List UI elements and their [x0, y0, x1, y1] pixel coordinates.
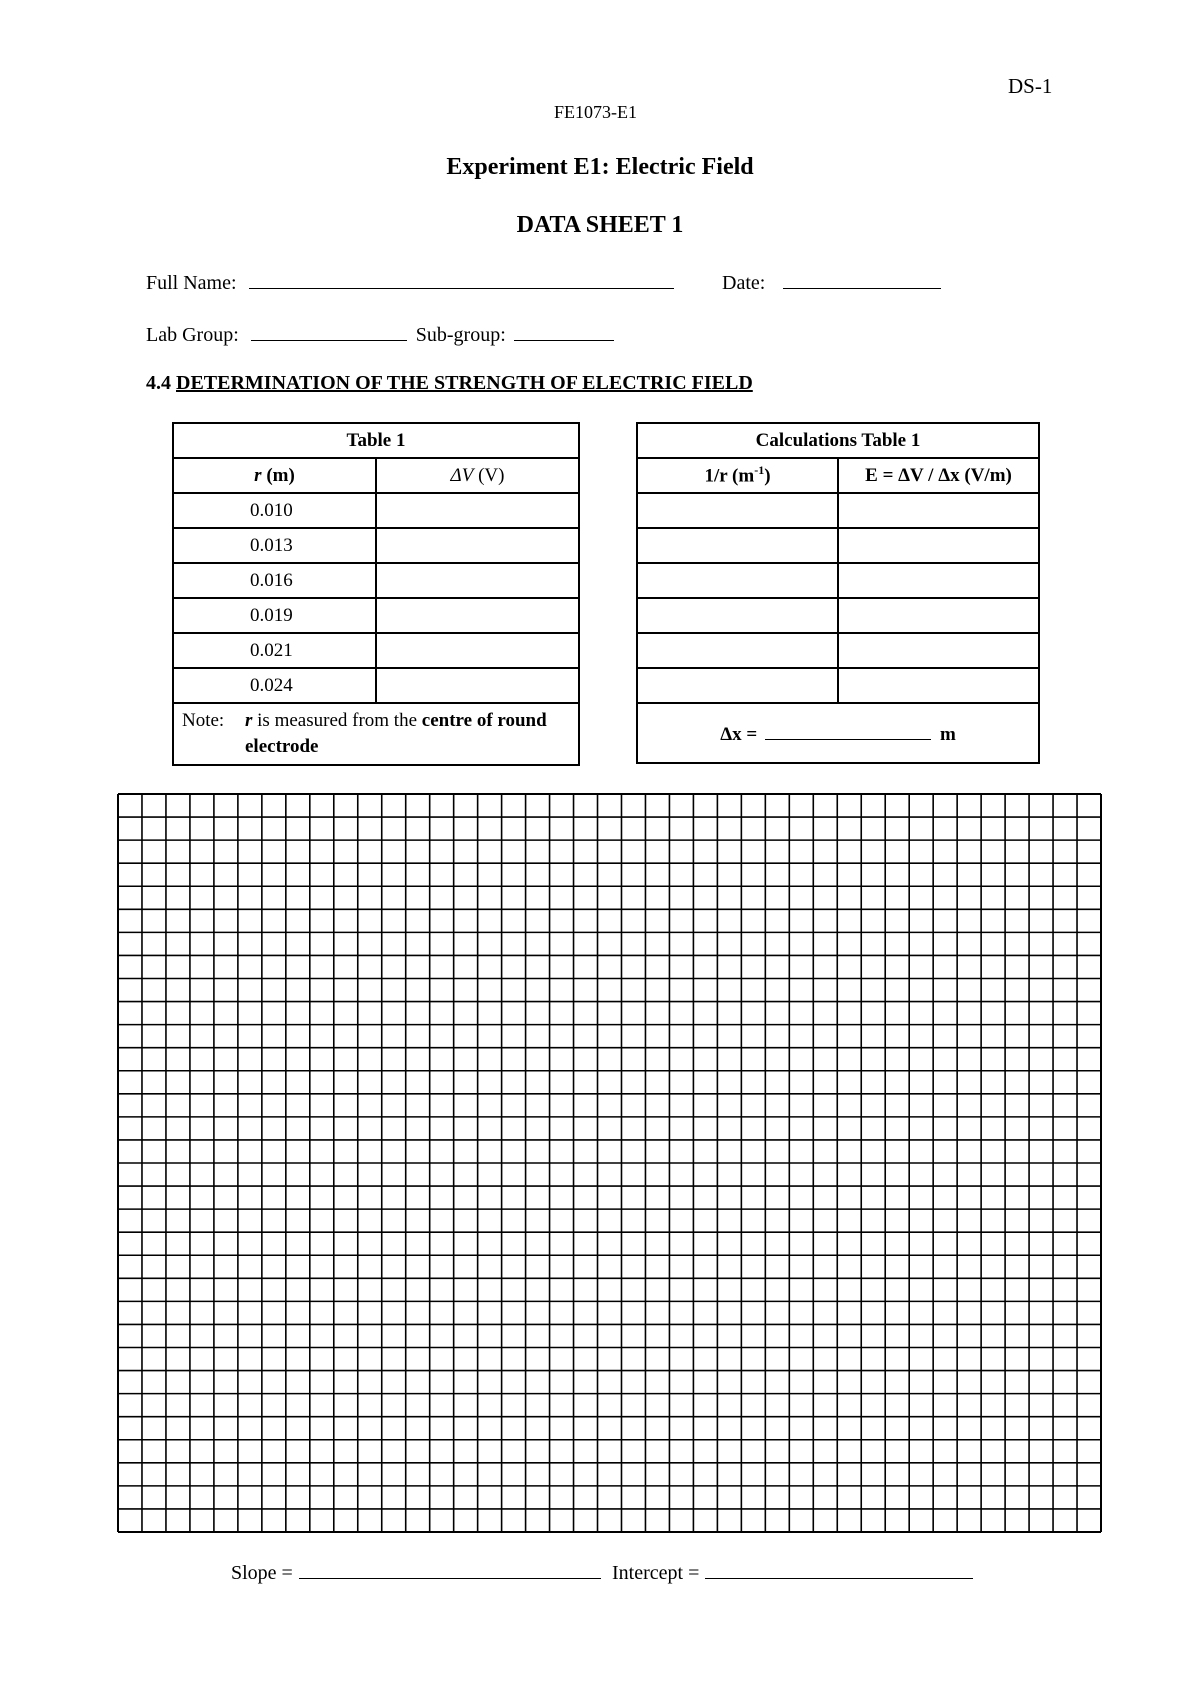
note-label: Note: — [182, 710, 225, 731]
table-row — [173, 598, 579, 633]
lab-group-field[interactable] — [251, 322, 407, 341]
sheet-title: DATA SHEET 1 — [516, 212, 684, 238]
date-row — [722, 270, 941, 295]
delta-v-cell[interactable] — [376, 668, 579, 703]
note-text: is measured from the — [252, 710, 422, 731]
r-value: 0.010 — [173, 493, 376, 528]
calc-header-field: E = ΔV / Δx (V/m) — [838, 458, 1039, 493]
table-row — [173, 493, 579, 528]
r-value: 0.016 — [173, 563, 376, 598]
sub-group-label: Sub-group: — [415, 324, 506, 346]
field-cell[interactable] — [838, 668, 1039, 703]
lab-group-label: Lab Group: — [146, 324, 239, 346]
inverse-r-cell[interactable] — [637, 598, 838, 633]
section-heading — [146, 372, 753, 395]
field-cell[interactable] — [838, 563, 1039, 598]
r-value: 0.021 — [173, 633, 376, 668]
r-value: 0.019 — [173, 598, 376, 633]
calc-header-inverse-r: 1/r $(m^{-1})$ — [637, 458, 838, 493]
field-cell[interactable] — [838, 633, 1039, 668]
graph-grid[interactable] — [117, 793, 1102, 1533]
table-row — [637, 493, 1039, 528]
section-number: 4.4 — [146, 372, 171, 394]
table-1-header-r: r (m) — [173, 458, 376, 493]
table-row — [637, 633, 1039, 668]
intercept-row — [612, 1560, 973, 1585]
table-row — [173, 633, 579, 668]
delta-v-cell[interactable] — [376, 528, 579, 563]
full-name-row — [146, 270, 674, 295]
table-1-header-v: ΔV (V) — [376, 458, 579, 493]
table-row — [637, 668, 1039, 703]
slope-field[interactable] — [299, 1560, 601, 1579]
inverse-r-cell[interactable] — [637, 528, 838, 563]
r-value: 0.013 — [173, 528, 376, 563]
table-row — [173, 528, 579, 563]
table-1 — [172, 422, 580, 766]
section-heading-text: DETERMINATION OF THE STRENGTH OF ELECTRIC FIELD — [176, 372, 753, 394]
inverse-r-cell[interactable] — [637, 563, 838, 598]
delta-x-label: Δx = — [720, 723, 758, 745]
table-row — [637, 598, 1039, 633]
intercept-label: Intercept = — [612, 1562, 700, 1584]
slope-label: Slope = — [231, 1562, 293, 1584]
table-row — [637, 563, 1039, 598]
table-row — [173, 563, 579, 598]
inverse-r-cell[interactable] — [637, 493, 838, 528]
inverse-r-cell[interactable] — [637, 668, 838, 703]
delta-v-cell[interactable] — [376, 598, 579, 633]
delta-x-row — [637, 703, 1039, 763]
delta-v-cell[interactable] — [376, 633, 579, 668]
field-cell[interactable] — [838, 528, 1039, 563]
note-symbol: r — [245, 710, 253, 731]
delta-v-cell[interactable] — [376, 563, 579, 598]
calc-table-caption: Calculations Table 1 — [637, 423, 1039, 458]
table-row — [173, 668, 579, 703]
date-label: Date: — [722, 272, 766, 294]
note-bold: centre of round electrode — [245, 710, 547, 757]
field-cell[interactable] — [838, 493, 1039, 528]
full-name-label: Full Name: — [146, 272, 237, 294]
full-name-field[interactable] — [249, 270, 674, 289]
table-1-note — [173, 703, 579, 765]
intercept-field[interactable] — [705, 1560, 973, 1579]
delta-x-unit: m — [939, 723, 956, 745]
page-code: DS-1 — [1008, 74, 1053, 98]
date-field[interactable] — [783, 270, 941, 289]
delta-v-cell[interactable] — [376, 493, 579, 528]
table-1-caption: Table 1 — [173, 423, 579, 458]
calculations-table — [636, 422, 1040, 764]
slope-row — [231, 1560, 601, 1585]
document-code: FE1073-E1 — [554, 102, 637, 122]
table-row — [637, 528, 1039, 563]
group-row — [146, 322, 614, 347]
inverse-r-cell[interactable] — [637, 633, 838, 668]
r-value: 0.024 — [173, 668, 376, 703]
sub-group-field[interactable] — [514, 322, 614, 341]
field-cell[interactable] — [838, 598, 1039, 633]
delta-x-field[interactable] — [765, 721, 931, 740]
page-title: Experiment E1: Electric Field — [446, 154, 754, 180]
